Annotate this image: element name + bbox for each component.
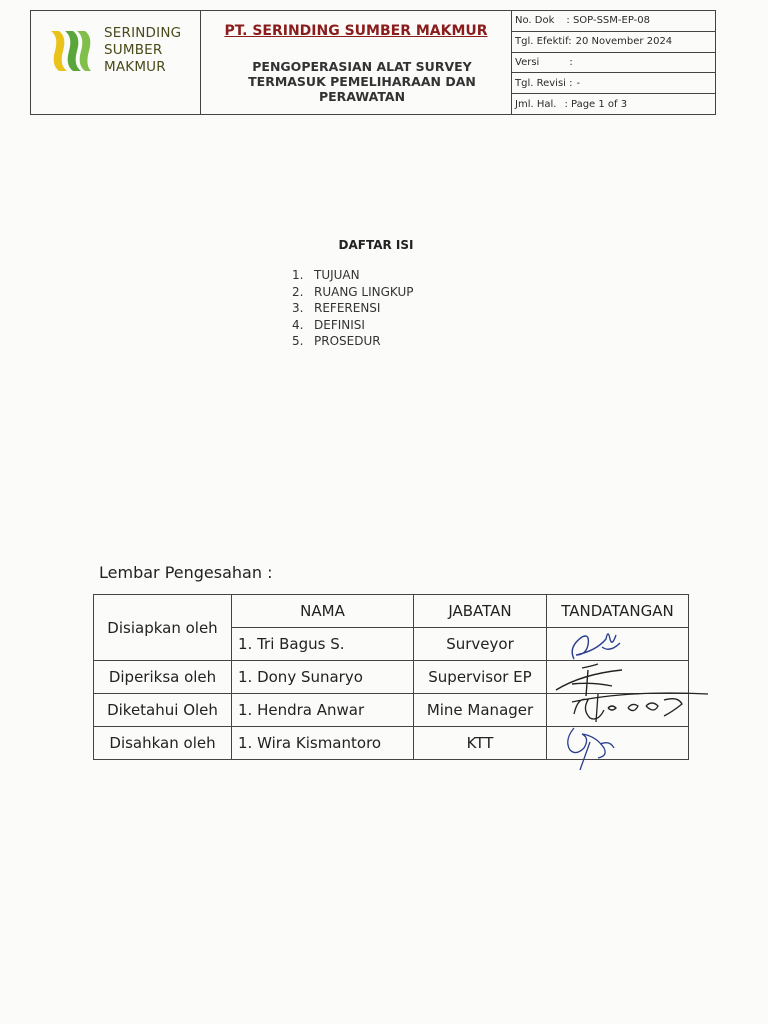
position-cell: Surveyor <box>414 628 547 661</box>
signature-tri-bagus <box>566 625 626 665</box>
column-header-position: JABATAN <box>414 595 547 628</box>
name-cell: 1. Wira Kismantoro <box>232 727 414 760</box>
approval-header-row <box>94 595 689 628</box>
meta-page-count: Jml. Hal. : Page 1 of 3 <box>515 98 628 110</box>
document-title: PENGOPERASIAN ALAT SURVEY TERMASUK PEMELIHARAAN DAN PERAWATAN <box>248 59 476 104</box>
meta-revision-date: Tgl. Revisi : - <box>512 73 715 94</box>
column-header-name: NAMA <box>232 595 414 628</box>
meta-version: Versi : <box>512 53 715 74</box>
meta-effective-date: Tgl. Efektif: 20 November 2024 <box>512 32 715 53</box>
toc-item: 3. REFERENSI <box>292 301 381 315</box>
document-header <box>30 10 716 115</box>
column-header-signature: TANDATANGAN <box>547 595 689 628</box>
meta-doc-number: No. Dok : SOP-SSM-EP-08 <box>512 11 715 32</box>
toc-item: 1. TUJUAN <box>292 268 360 282</box>
approval-label: Lembar Pengesahan : <box>99 563 273 582</box>
company-logo-icon <box>45 27 97 75</box>
name-cell: 1. Dony Sunaryo <box>232 661 414 694</box>
role-cell: Diperiksa oleh <box>94 661 232 694</box>
position-cell: KTT <box>414 727 547 760</box>
logo-wordmark: SERINDING SUMBER MAKMUR <box>104 25 182 75</box>
signature-wira-kismantoro <box>560 720 620 776</box>
name-cell: 1. Tri Bagus S. <box>232 628 414 661</box>
position-cell: Supervisor EP <box>414 661 547 694</box>
document-meta <box>512 11 715 114</box>
logo-cell <box>31 11 201 114</box>
title-cell <box>201 11 512 114</box>
name-cell: 1. Hendra Anwar <box>232 694 414 727</box>
toc-title: DAFTAR ISI <box>338 238 414 252</box>
company-name: PT. SERINDING SUMBER MAKMUR <box>224 23 488 39</box>
role-cell: Disiapkan oleh <box>94 595 232 661</box>
role-cell: Diketahui Oleh <box>94 694 232 727</box>
toc-item: 4. DEFINISI <box>292 317 365 332</box>
role-cell: Disahkan oleh <box>94 727 232 760</box>
toc-list <box>292 267 414 350</box>
toc-item: 2. RUANG LINGKUP <box>292 284 414 299</box>
position-cell: Mine Manager <box>414 694 547 727</box>
toc-item: 5. PROSEDUR <box>292 334 381 348</box>
